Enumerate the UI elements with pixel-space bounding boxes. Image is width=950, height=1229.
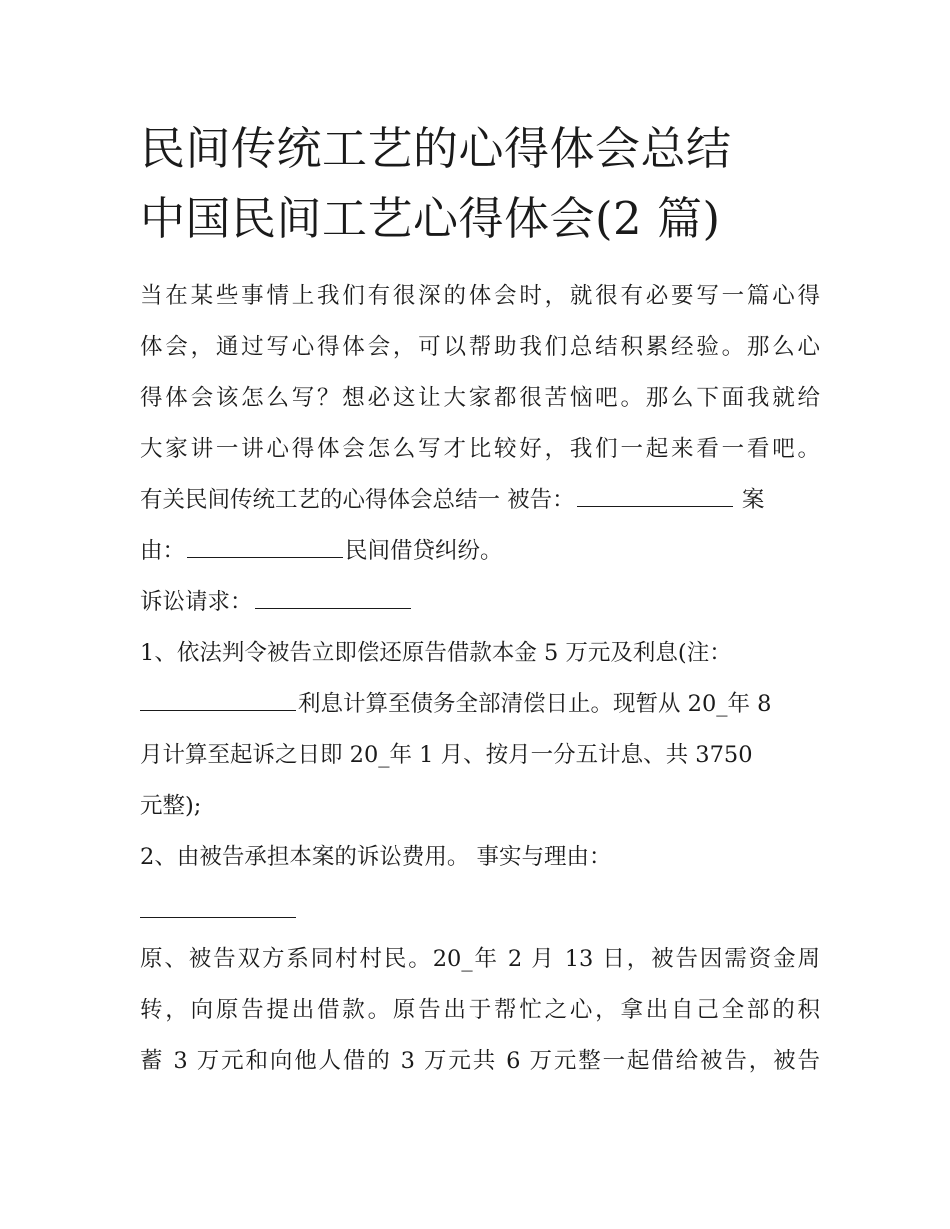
intro-line: 当在某些事情上我们有很深的体会时，就很有必要写一篇心得 — [140, 283, 820, 309]
case-heading-paragraph — [140, 475, 820, 577]
claims-label: 诉讼请求： — [140, 589, 253, 615]
document-title — [140, 115, 820, 253]
claim-1-line: 月计算至起诉之日即 20_年 1 月、按月一分五计息、共 3750 — [140, 742, 753, 768]
document-body — [140, 271, 820, 1087]
claims-label-paragraph — [140, 577, 820, 628]
document-content — [140, 115, 820, 1087]
claim-1-line: 1、依法判令被告立即偿还原告借款本金 5 万元及利息(注： — [140, 640, 732, 666]
title-line-1: 民间传统工艺的心得体会总结 — [140, 122, 732, 175]
defendant-label: 有关民间传统工艺的心得体会总结一 被告： — [140, 487, 575, 513]
intro-line: 大家讲一讲心得体会怎么写才比较好，我们一起来看一看吧。 — [140, 436, 820, 462]
case-label-start: 案 — [741, 487, 765, 513]
facts-blank-line — [140, 883, 820, 934]
claims-label-line — [140, 577, 820, 628]
claim-1-paragraph — [140, 628, 820, 832]
facts-line: 转，向原告提出借款。原告出于帮忙之心，拿出自己全部的积 — [140, 997, 820, 1023]
claim-1-line — [140, 679, 820, 730]
defendant-line — [140, 475, 820, 526]
claim-1-line: 元整); — [140, 793, 202, 819]
intro-line: 得体会该怎么写？想必这让大家都很苦恼吧。那么下面我就给 — [140, 385, 820, 411]
facts-line: 原、被告双方系同村村民。20_年 2 月 13 日，被告因需资金周 — [140, 946, 820, 972]
case-cause-text: 民间借贷纠纷。 — [345, 538, 503, 564]
intro-paragraph — [140, 271, 820, 475]
case-cause-line — [140, 526, 820, 577]
facts-paragraph — [140, 934, 820, 1087]
defendant-blank — [577, 484, 733, 507]
facts-line: 蓄 3 万元和向他人借的 3 万元共 6 万元整一起借给被告，被告 — [140, 1048, 820, 1074]
claim-2-line: 2、由被告承担本案的诉讼费用。 事实与理由： — [140, 844, 612, 870]
facts-blank — [140, 917, 296, 918]
case-cause-blank — [187, 535, 343, 558]
case-cause-label: 由： — [140, 538, 186, 564]
claims-blank — [255, 586, 411, 609]
title-line-2: 中国民间工艺心得体会(2 篇) — [140, 192, 721, 245]
claim-1-interest-text: 利息计算至债务全部清偿日止。现暂从 20_年 8 — [298, 691, 772, 717]
claim-2-paragraph — [140, 832, 820, 883]
claim-1-blank — [140, 688, 296, 711]
intro-line: 体会，通过写心得体会，可以帮助我们总结积累经验。那么心 — [140, 334, 820, 360]
